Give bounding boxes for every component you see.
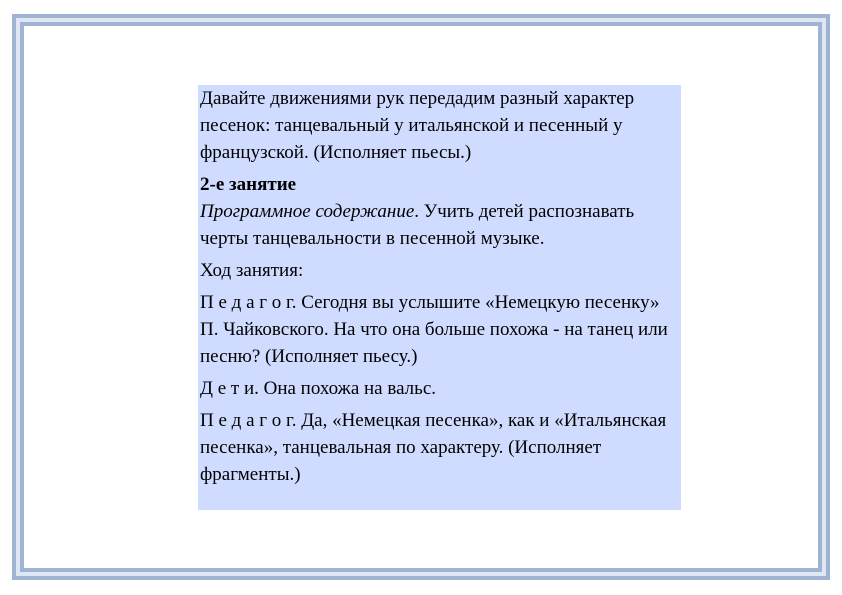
paragraph-teacher-1: П е д а г о г. Сегодня вы услышите «Немецкую песенку» П. Чайковского. На что она больше похожа - на танец или песню? (Исполняет пьесу.) — [200, 292, 668, 367]
program-content-text: . Учить детей распознавать черты танцевальности в песенной музыке. — [200, 201, 635, 249]
text-block — [198, 85, 681, 510]
program-content-paragraph — [200, 198, 679, 252]
paragraph-teacher-2: П е д а г о г. Да, «Немецкая песенка», как и «Итальянская песенка», танцевальная по характеру. (Исполняет фрагменты.) — [200, 410, 667, 485]
lesson-heading: 2-е занятие — [200, 174, 297, 195]
paragraph-children: Д е т и. Она похожа на вальс. — [200, 378, 436, 399]
lesson-section — [200, 171, 679, 252]
program-content-label: Программное содержание — [200, 201, 415, 222]
paragraph-course: Ход занятия: — [200, 260, 304, 281]
paragraph-intro: Давайте движениями рук передадим разный характер песенок: танцевальный у итальянской и песенный у французской. (Исполняет пьесы.) — [200, 88, 635, 163]
